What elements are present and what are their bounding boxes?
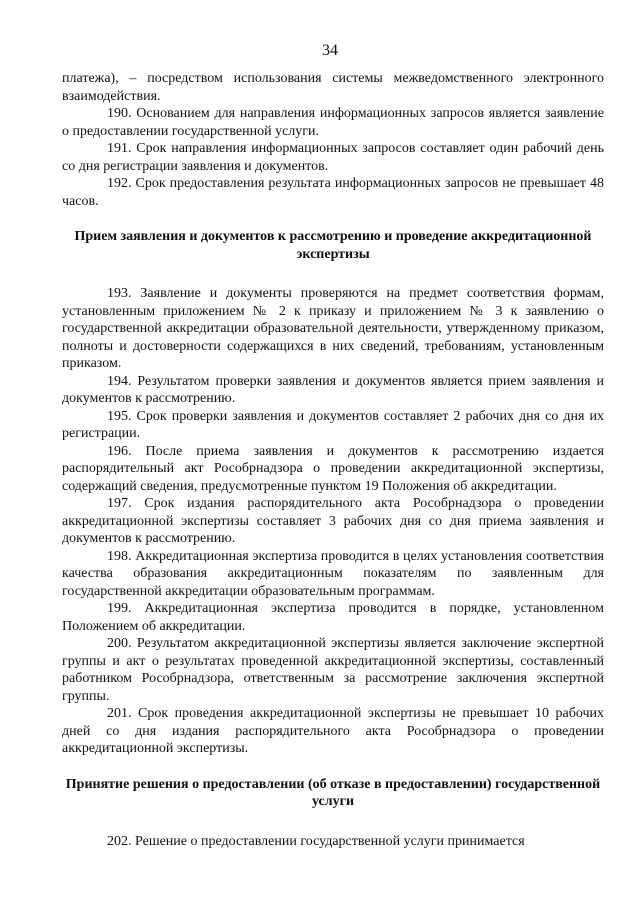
paragraph-197: 197. Срок издания распорядительного акта Рособрнадзора о проведении аккредитационной экспертизы составляет 3 рабочих дня со дня приема заявления и документов к рассмотрению.: [62, 496, 604, 546]
document-body: [62, 70, 604, 850]
paragraph-202: 202. Решение о предоставлении государственной услуги принимается: [107, 833, 525, 849]
paragraph-191: 191. Срок направления информационных запросов составляет один рабочий день со дня регистрации заявления и документов.: [62, 141, 604, 174]
paragraph-196: 196. После приема заявления и документов к рассмотрению издается распорядительный акт Рособрнадзора о проведении аккредитационной экспертизы, содержащий сведения, предусмотренные пунктом 19 Положения об аккредитации.: [62, 443, 604, 494]
paragraph-continuation: платежа), – посредством использования системы межведомственного электронного взаимодействия.: [62, 71, 604, 104]
paragraph-199: 199. Аккредитационная экспертиза проводится в порядке, установленном Положением об аккредитации.: [62, 601, 604, 634]
paragraph-200: 200. Результатом аккредитационной экспертизы является заключение экспертной группы и акт о результатах проведенной аккредитационной экспертизы, составленный работником Рособрнадзора, ответственным за рассмотрение заключения экспертной группы.: [62, 636, 604, 704]
page-number: 34: [322, 42, 338, 59]
section-heading-decision: Принятие решения о предоставлении (об отказе в предоставлении) государственной услуги: [65, 776, 601, 809]
spacer: [62, 263, 604, 285]
paragraph-193: 193. Заявление и документы проверяются на предмет соответствия формам, установленным приложением № 2 к приказу и приложением № 3 к заявлению о государственной аккредитации образовательной деятельности, утвержденному приказом, полноты и достоверности содержащихся в них сведений, требованиям, установленным приказом.: [62, 286, 604, 371]
spacer: [62, 758, 604, 776]
paragraph-192: 192. Срок предоставления результата информационных запросов не превышает 48 часов.: [62, 176, 604, 209]
spacer: [62, 210, 604, 228]
section-heading-acceptance: Прием заявления и документов к рассмотрению и проведение аккредитационной экспертизы: [74, 229, 592, 262]
paragraph-194: 194. Результатом проверки заявления и документов является прием заявления и документов к рассмотрению.: [62, 373, 604, 406]
paragraph-190: 190. Основанием для направления информационных запросов является заявление о предоставлении государственной услуги.: [62, 106, 604, 139]
paragraph-198: 198. Аккредитационная экспертиза проводится в целях установления соответствия качества образования аккредитационным показателям по заявленным для государственной аккредитации образовательным программам.: [62, 548, 604, 599]
paragraph-195: 195. Срок проверки заявления и документов составляет 2 рабочих дня со дня их регистрации.: [62, 408, 604, 441]
spacer: [62, 811, 604, 833]
paragraph-201: 201. Срок проведения аккредитационной экспертизы не превышает 10 рабочих дней со дня издания распорядительного акта Рособрнадзора о проведении аккредитационной экспертизы.: [62, 706, 604, 756]
